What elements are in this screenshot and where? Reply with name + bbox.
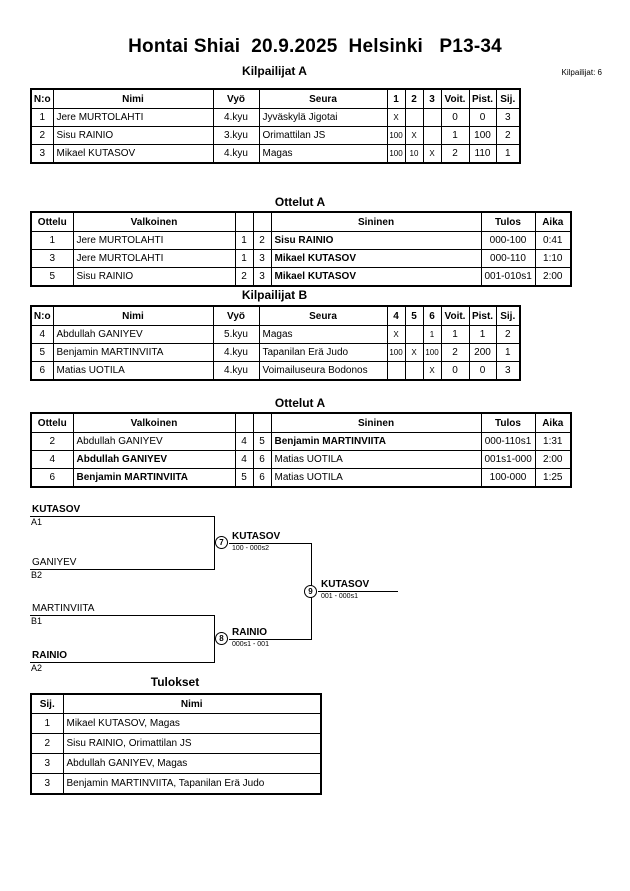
cell-place: 3 bbox=[31, 774, 63, 795]
cell-wins: 1 bbox=[441, 127, 469, 145]
col-nimi: Nimi bbox=[53, 306, 213, 326]
cell-result: 000-100 bbox=[481, 232, 535, 250]
cell-place: 3 bbox=[496, 109, 520, 127]
cell-white-name: Jere MURTOLAHTI bbox=[73, 232, 235, 250]
col-white-no bbox=[235, 212, 253, 232]
bracket-slot-seed: A2 bbox=[31, 663, 43, 673]
cell-belt: 4.kyu bbox=[213, 109, 259, 127]
cell-name: Mikael KUTASOV, Magas bbox=[63, 714, 321, 734]
col-seura: Seura bbox=[259, 89, 387, 109]
competitors-count: Kilpailijat: 6 bbox=[561, 68, 602, 77]
header-row bbox=[31, 212, 571, 232]
cell-no: 6 bbox=[31, 362, 53, 381]
cell-white-no: 1 bbox=[235, 250, 253, 268]
pool-b-table bbox=[30, 305, 521, 381]
cell-place: 2 bbox=[31, 734, 63, 754]
bracket-slot-seed: B2 bbox=[31, 570, 43, 580]
col-blue-no bbox=[253, 413, 271, 433]
cell-r2 bbox=[405, 362, 423, 381]
cell-blue-name: Matias UOTILA bbox=[271, 451, 481, 469]
cell-match-no: 3 bbox=[31, 250, 73, 268]
cell-points: 200 bbox=[469, 344, 496, 362]
cell-points: 0 bbox=[469, 109, 496, 127]
col-vyo: Vyö bbox=[213, 89, 259, 109]
final-bracket bbox=[0, 500, 630, 685]
cell-r1: X bbox=[387, 326, 405, 344]
cell-place: 3 bbox=[31, 754, 63, 774]
cell-r1: X bbox=[387, 109, 405, 127]
cell-blue-name: Matias UOTILA bbox=[271, 469, 481, 488]
cell-no: 4 bbox=[31, 326, 53, 344]
bracket-slot bbox=[30, 556, 215, 580]
col-pist: Pist. bbox=[469, 306, 496, 326]
col-voit: Voit. bbox=[441, 89, 469, 109]
bracket-slot bbox=[30, 649, 215, 673]
table-row bbox=[31, 344, 520, 362]
cell-no: 2 bbox=[31, 127, 53, 145]
col-vyo: Vyö bbox=[213, 306, 259, 326]
cell-name: Benjamin MARTINVIITA bbox=[53, 344, 213, 362]
cell-match-no: 6 bbox=[31, 469, 73, 488]
bracket-winner bbox=[229, 626, 312, 649]
cell-r3 bbox=[423, 109, 441, 127]
cell-points: 1 bbox=[469, 326, 496, 344]
table-row bbox=[31, 714, 321, 734]
table-row bbox=[31, 433, 571, 451]
col-nimi: Nimi bbox=[53, 89, 213, 109]
bracket-match-number: 8 bbox=[215, 632, 228, 645]
bracket-winner-score: 000s1 - 001 bbox=[232, 641, 269, 648]
col-sij: Sij. bbox=[496, 89, 520, 109]
cell-white-name: Abdullah GANIYEV bbox=[73, 451, 235, 469]
cell-blue-no: 2 bbox=[253, 232, 271, 250]
matches-a-table bbox=[30, 211, 572, 287]
cell-place: 1 bbox=[496, 344, 520, 362]
cell-club: Tapanilan Erä Judo bbox=[259, 344, 387, 362]
cell-place: 2 bbox=[496, 326, 520, 344]
cell-r2 bbox=[405, 326, 423, 344]
col-1: 1 bbox=[387, 89, 405, 109]
cell-blue-name: Benjamin MARTINVIITA bbox=[271, 433, 481, 451]
cell-time: 1:10 bbox=[535, 250, 571, 268]
col-tulos: Tulos bbox=[481, 212, 535, 232]
bracket-winner bbox=[318, 578, 398, 601]
cell-name: Sisu RAINIO bbox=[53, 127, 213, 145]
col-5: 5 bbox=[405, 306, 423, 326]
bracket-winner-score: 001 - 000s1 bbox=[321, 593, 358, 600]
cell-wins: 0 bbox=[441, 362, 469, 381]
cell-club: Magas bbox=[259, 145, 387, 164]
bracket-slot-seed: B1 bbox=[31, 616, 43, 626]
bracket-winner-name: KUTASOV bbox=[318, 578, 398, 592]
pool-a-table bbox=[30, 88, 521, 164]
cell-wins: 2 bbox=[441, 145, 469, 164]
table-row bbox=[31, 232, 571, 250]
bracket-slot-seed: A1 bbox=[31, 517, 43, 527]
cell-time: 2:00 bbox=[535, 268, 571, 287]
cell-belt: 3.kyu bbox=[213, 127, 259, 145]
results-table bbox=[30, 693, 322, 795]
cell-time: 1:31 bbox=[535, 433, 571, 451]
col-voit: Voit. bbox=[441, 306, 469, 326]
cell-r1 bbox=[387, 362, 405, 381]
col-ottelu: Ottelu bbox=[31, 413, 73, 433]
col-seura: Seura bbox=[259, 306, 387, 326]
cell-no: 5 bbox=[31, 344, 53, 362]
cell-white-no: 5 bbox=[235, 469, 253, 488]
cell-time: 0:41 bbox=[535, 232, 571, 250]
header-row bbox=[31, 306, 520, 326]
cell-r1: 100 bbox=[387, 145, 405, 164]
cell-name: Benjamin MARTINVIITA, Tapanilan Erä Judo bbox=[63, 774, 321, 795]
cell-belt: 4.kyu bbox=[213, 344, 259, 362]
col-valkoinen: Valkoinen bbox=[73, 413, 235, 433]
col-blue-no bbox=[253, 212, 271, 232]
cell-match-no: 1 bbox=[31, 232, 73, 250]
table-row bbox=[31, 734, 321, 754]
matches-b-table bbox=[30, 412, 572, 488]
cell-blue-name: Sisu RAINIO bbox=[271, 232, 481, 250]
header-row bbox=[31, 89, 520, 109]
col-3: 3 bbox=[423, 89, 441, 109]
table-row bbox=[31, 145, 520, 164]
cell-place: 1 bbox=[31, 714, 63, 734]
bracket-match-number: 9 bbox=[304, 585, 317, 598]
cell-name: Matias UOTILA bbox=[53, 362, 213, 381]
cell-white-no: 2 bbox=[235, 268, 253, 287]
col-valkoinen: Valkoinen bbox=[73, 212, 235, 232]
cell-match-no: 4 bbox=[31, 451, 73, 469]
col-sininen: Sininen bbox=[271, 413, 481, 433]
col-pist: Pist. bbox=[469, 89, 496, 109]
cell-r2: X bbox=[405, 344, 423, 362]
table-row bbox=[31, 469, 571, 488]
header-row bbox=[31, 413, 571, 433]
col-sij: Sij. bbox=[496, 306, 520, 326]
cell-name: Sisu RAINIO, Orimattilan JS bbox=[63, 734, 321, 754]
bracket-winner-name: KUTASOV bbox=[229, 530, 312, 544]
bracket-slot-name: MARTINVIITA bbox=[30, 602, 215, 616]
cell-white-name: Sisu RAINIO bbox=[73, 268, 235, 287]
cell-club: Orimattilan JS bbox=[259, 127, 387, 145]
cell-blue-name: Mikael KUTASOV bbox=[271, 250, 481, 268]
cell-blue-no: 3 bbox=[253, 268, 271, 287]
cell-time: 2:00 bbox=[535, 451, 571, 469]
col-2: 2 bbox=[405, 89, 423, 109]
cell-no: 3 bbox=[31, 145, 53, 164]
cell-r2 bbox=[405, 109, 423, 127]
bracket-slot bbox=[30, 503, 215, 527]
table-row bbox=[31, 250, 571, 268]
bracket-slot-name: GANIYEV bbox=[30, 556, 215, 570]
cell-belt: 4.kyu bbox=[213, 362, 259, 381]
table-row bbox=[31, 754, 321, 774]
cell-blue-no: 5 bbox=[253, 433, 271, 451]
cell-white-name: Abdullah GANIYEV bbox=[73, 433, 235, 451]
col-ottelu: Ottelu bbox=[31, 212, 73, 232]
cell-blue-no: 3 bbox=[253, 250, 271, 268]
table-row bbox=[31, 451, 571, 469]
cell-belt: 4.kyu bbox=[213, 145, 259, 164]
cell-points: 0 bbox=[469, 362, 496, 381]
table-row bbox=[31, 127, 520, 145]
matches-b-heading: Ottelut A bbox=[274, 396, 326, 410]
cell-result: 000-110 bbox=[481, 250, 535, 268]
cell-result: 000-110s1 bbox=[481, 433, 535, 451]
col-tulos: Tulos bbox=[481, 413, 535, 433]
cell-r2: 10 bbox=[405, 145, 423, 164]
page-title: Hontai Shiai 20.9.2025 Helsinki P13-34 bbox=[128, 36, 502, 57]
col-nimi: Nimi bbox=[63, 694, 321, 714]
table-row bbox=[31, 362, 520, 381]
col-aika: Aika bbox=[535, 413, 571, 433]
table-row bbox=[31, 326, 520, 344]
cell-place: 3 bbox=[496, 362, 520, 381]
bracket-winner-score: 100 - 000s2 bbox=[232, 545, 269, 552]
col-white-no bbox=[235, 413, 253, 433]
col-6: 6 bbox=[423, 306, 441, 326]
cell-name: Jere MURTOLAHTI bbox=[53, 109, 213, 127]
cell-club: Voimailuseura Bodonos bbox=[259, 362, 387, 381]
cell-no: 1 bbox=[31, 109, 53, 127]
cell-white-no: 1 bbox=[235, 232, 253, 250]
cell-result: 100-000 bbox=[481, 469, 535, 488]
bracket-winner bbox=[229, 530, 312, 553]
cell-match-no: 2 bbox=[31, 433, 73, 451]
cell-wins: 1 bbox=[441, 326, 469, 344]
cell-white-name: Jere MURTOLAHTI bbox=[73, 250, 235, 268]
cell-r1: 100 bbox=[387, 127, 405, 145]
cell-points: 110 bbox=[469, 145, 496, 164]
cell-wins: 2 bbox=[441, 344, 469, 362]
col-sininen: Sininen bbox=[271, 212, 481, 232]
cell-r3: 100 bbox=[423, 344, 441, 362]
matches-a-heading: Ottelut A bbox=[274, 195, 326, 209]
bracket-slot-name: KUTASOV bbox=[30, 503, 215, 517]
cell-r2: X bbox=[405, 127, 423, 145]
cell-result: 001s1-000 bbox=[481, 451, 535, 469]
bracket-match-number: 7 bbox=[215, 536, 228, 549]
cell-belt: 5.kyu bbox=[213, 326, 259, 344]
cell-r3: X bbox=[423, 145, 441, 164]
cell-blue-no: 6 bbox=[253, 451, 271, 469]
cell-place: 1 bbox=[496, 145, 520, 164]
col-no: N:o bbox=[31, 306, 53, 326]
bracket-winner-name: RAINIO bbox=[229, 626, 312, 640]
cell-r1: 100 bbox=[387, 344, 405, 362]
cell-result: 001-010s1 bbox=[481, 268, 535, 287]
col-aika: Aika bbox=[535, 212, 571, 232]
cell-club: Magas bbox=[259, 326, 387, 344]
col-4: 4 bbox=[387, 306, 405, 326]
results-heading: Tulokset bbox=[150, 675, 200, 689]
cell-blue-no: 6 bbox=[253, 469, 271, 488]
cell-white-no: 4 bbox=[235, 433, 253, 451]
cell-match-no: 5 bbox=[31, 268, 73, 287]
cell-r3: 1 bbox=[423, 326, 441, 344]
cell-name: Mikael KUTASOV bbox=[53, 145, 213, 164]
cell-points: 100 bbox=[469, 127, 496, 145]
header-row bbox=[31, 694, 321, 714]
cell-r3: X bbox=[423, 362, 441, 381]
col-no: N:o bbox=[31, 89, 53, 109]
pool-b-heading: Kilpailijat B bbox=[241, 288, 308, 302]
cell-white-name: Benjamin MARTINVIITA bbox=[73, 469, 235, 488]
cell-name: Abdullah GANIYEV bbox=[53, 326, 213, 344]
cell-time: 1:25 bbox=[535, 469, 571, 488]
pool-a-heading: Kilpailijat A bbox=[242, 64, 307, 78]
cell-white-no: 4 bbox=[235, 451, 253, 469]
bracket-slot-name: RAINIO bbox=[30, 649, 215, 663]
cell-blue-name: Mikael KUTASOV bbox=[271, 268, 481, 287]
col-sij: Sij. bbox=[31, 694, 63, 714]
bracket-slot bbox=[30, 602, 215, 626]
table-row bbox=[31, 774, 321, 795]
cell-club: Jyväskylä Jigotai bbox=[259, 109, 387, 127]
cell-r3 bbox=[423, 127, 441, 145]
cell-name: Abdullah GANIYEV, Magas bbox=[63, 754, 321, 774]
cell-wins: 0 bbox=[441, 109, 469, 127]
table-row bbox=[31, 268, 571, 287]
table-row bbox=[31, 109, 520, 127]
cell-place: 2 bbox=[496, 127, 520, 145]
